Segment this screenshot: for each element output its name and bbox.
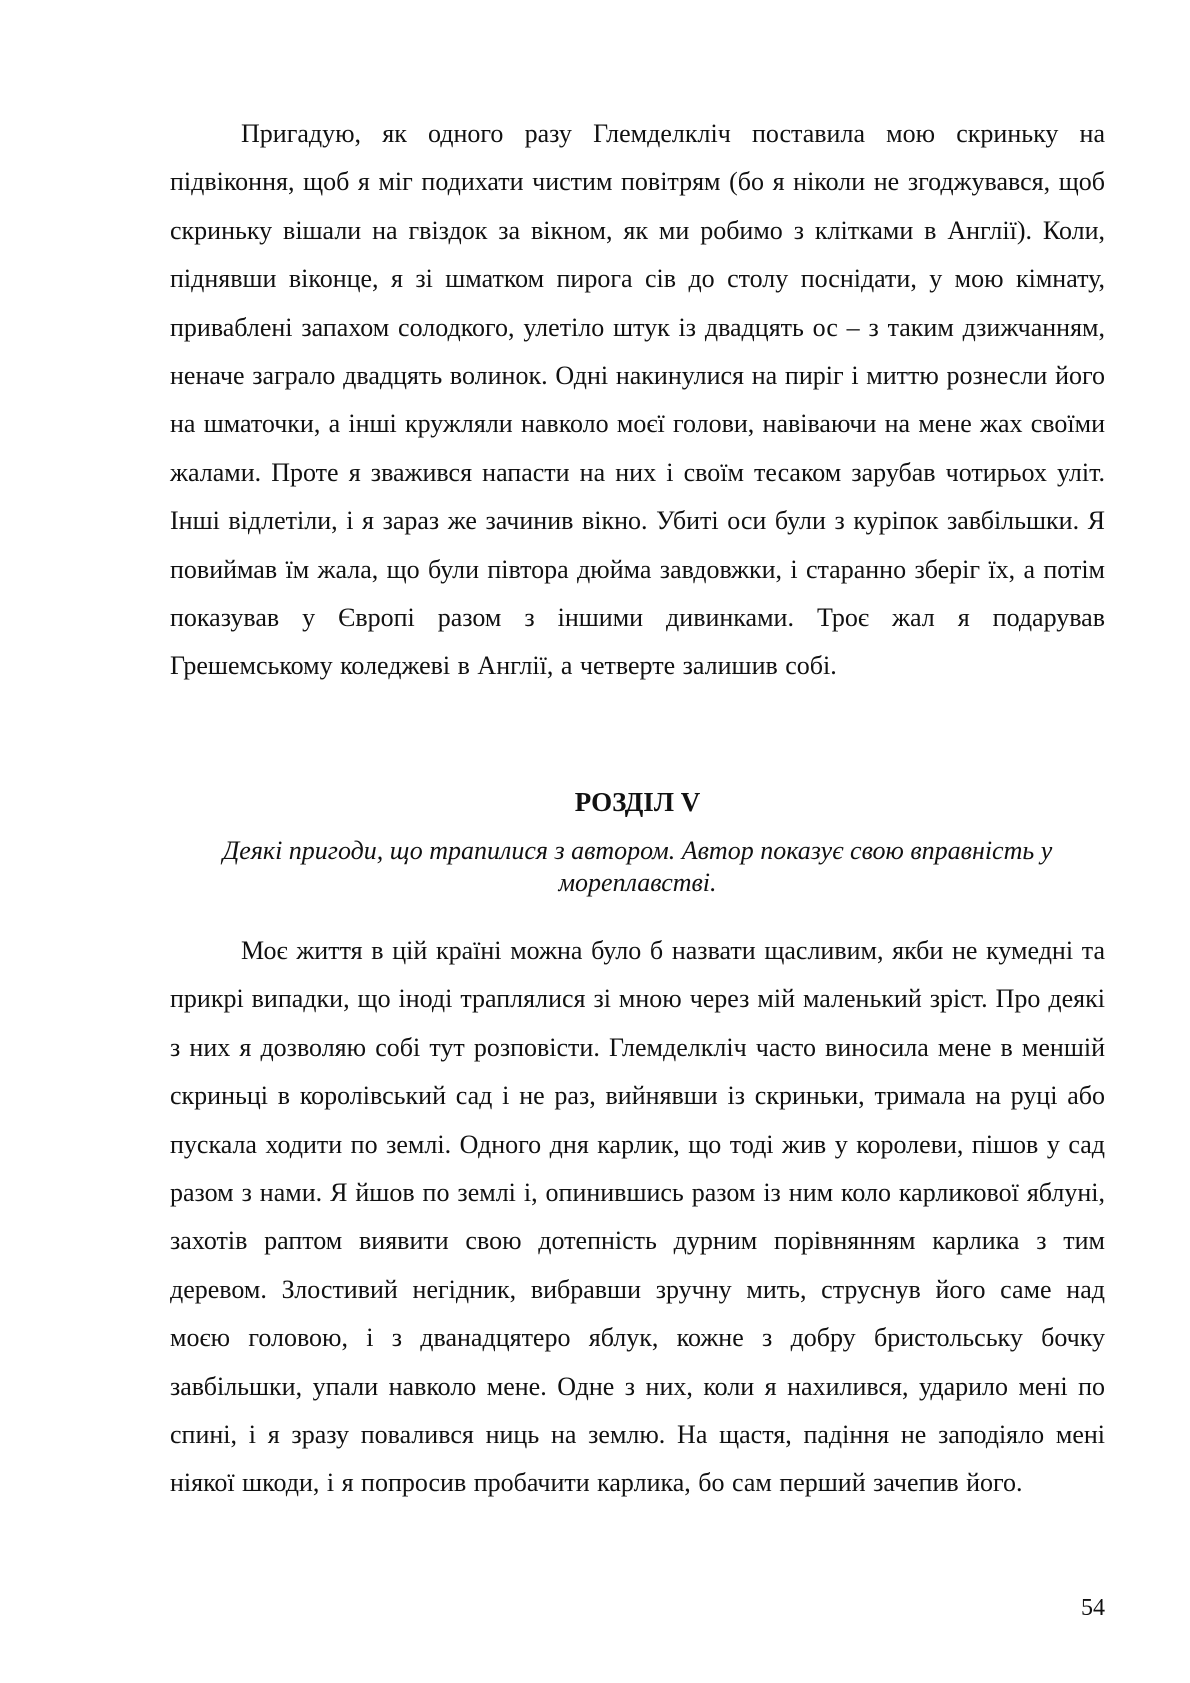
body-paragraph: Пригадую, як одного разу Глемделкліч поставила мою скриньку на підвіконня, щоб я міг подихати чистим повітрям (бо я ніколи не згоджувався, щоб скриньку вішали на гвіздок за вікном, як ми робимо з клітками в Англії). Коли, піднявши віконце, я зі шматком пирога сів до столу поснідати, у мою кімнату, приваблені запахом солодкого, улетіло штук із двадцять ос – з таким дзижчанням, неначе заграло двадцять волинок. Одні накинулися на пиріг і миттю рознесли його на шматочки, а інші кружляли навколо моєї голови, навіваючи на мене жах своїми жалами. Проте я зважився напасти на них і своїм тесаком зарубав чотирьох уліт. Інші відлетіли, і я зараз же зачинив вікно. Убиті оси були з куріпок завбільшки. Я повиймав їм жала, що були півтора дюйма завдовжки, і старанно зберіг їх, а потім показував у Європі разом з іншими дивинками. Троє жал я подарував Грешемському коледжеві в Англії, а четверте залишив собі.: [170, 119, 1105, 681]
page-number: 54: [1081, 1595, 1105, 1621]
chapter-subtitle: Деякі пригоди, що трапилися з автором. Автор показує свою вправність у мореплавстві.: [222, 836, 1053, 897]
body-paragraph: Моє життя в цій країні можна було б назвати щасливим, якби не кумедні та прикрі випадки, що іноді траплялися зі мною через мій маленький зріст. Про деякі з них я дозволяю собі тут розповісти. Глемделкліч часто виносила мене в меншій скриньці в королівський сад і не раз, вийнявши із скриньки, тримала на руці або пускала ходити по землі. Одного дня карлик, що тоді жив у королеви, пішов у сад разом з нами. Я йшов по землі і, опинившись разом із ним коло карликової яблуні, захотів раптом виявити свою дотепність дурним порівнянням карлика з тим деревом. Злостивий негідник, вибравши зручну мить, струснув його саме над моєю головою, і з дванадцятеро яблук, кожне з добру бристольську бочку завбільшки, упали навколо мене. Одне з них, коли я нахилився, ударило мені по спині, і я зразу повалився ниць на землю. На щастя, падіння не заподіяло мені ніякої шкоди, і я попросив пробачити карлика, бо сам перший зачепив його.: [170, 936, 1105, 1498]
chapter-heading: РОЗДІЛ V: [574, 787, 701, 817]
document-page: [170, 0, 1105, 1683]
